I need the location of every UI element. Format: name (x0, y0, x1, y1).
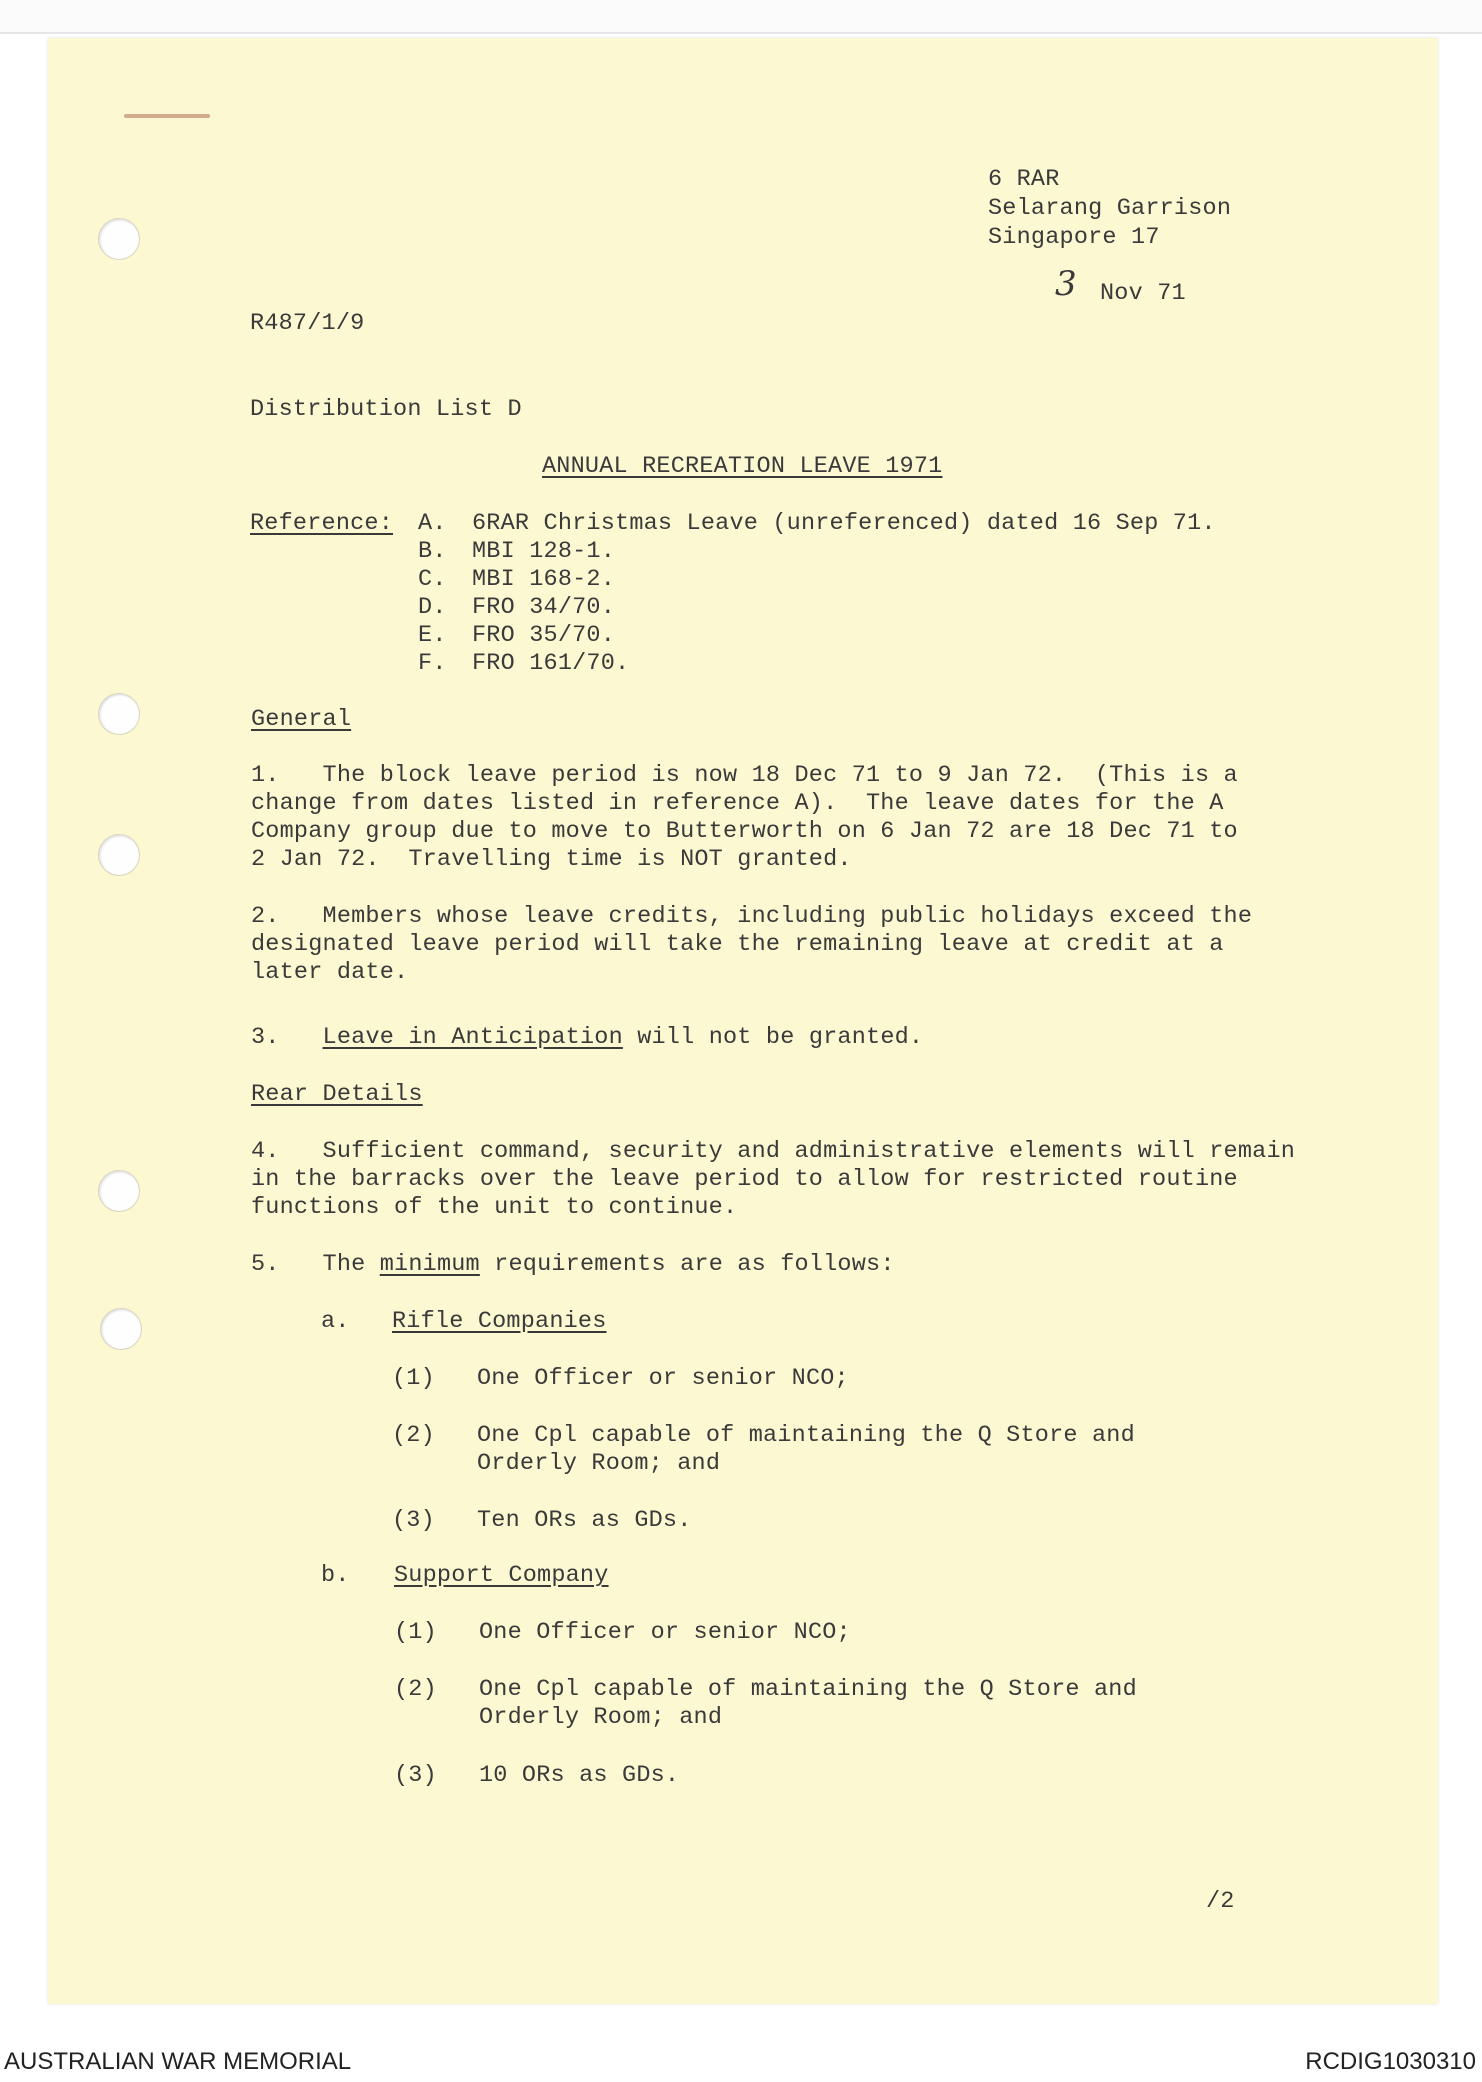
paragraph-4-line: functions of the unit to continue. (251, 1194, 738, 1221)
reference-label: Reference: (250, 510, 394, 537)
section-heading-general: General (251, 706, 352, 733)
paragraph-1-line: Company group due to move to Butterworth on 6 Jan 72 are 18 Dec 71 to (251, 818, 1238, 845)
viewer-top-band (0, 0, 1482, 34)
section-heading-rear-details: Rear Details (251, 1081, 423, 1108)
sub-b-letter: b. (321, 1562, 350, 1589)
paragraph-2-line: designated leave period will take the remaining leave at credit at a (251, 931, 1224, 958)
leave-in-anticipation: Leave in Anticipation (322, 1024, 623, 1051)
paragraph-1-line: 2 Jan 72. Travelling time is NOT granted. (251, 846, 852, 873)
item-text: Orderly Room; and (479, 1704, 723, 1731)
item-number: (1) (394, 1619, 437, 1646)
sub-a-heading: Rifle Companies (392, 1308, 607, 1335)
item-text: One Officer or senior NCO; (479, 1619, 851, 1646)
paragraph-1-line: change from dates listed in reference A). The leave dates for the A (251, 790, 1224, 817)
item-text: One Cpl capable of maintaining the Q Store and (477, 1422, 1135, 1449)
item-text: 10 ORs as GDs. (479, 1762, 680, 1789)
item-number: (2) (392, 1422, 435, 1449)
item-number: (3) (392, 1507, 435, 1534)
distribution-list: Distribution List D (250, 396, 522, 423)
paragraph-5-pre: 5. The (251, 1251, 380, 1278)
rust-mark (124, 114, 210, 118)
handwritten-date-day: 3 (1055, 264, 1077, 304)
address-unit: 6 RAR (988, 166, 1060, 193)
paragraph-5 (251, 1251, 895, 1279)
item-text: Orderly Room; and (477, 1450, 721, 1477)
footer-institution: AUSTRALIAN WAR MEMORIAL (4, 2048, 352, 2075)
file-reference: R487/1/9 (250, 310, 365, 337)
reference-text: FRO 35/70. (472, 622, 616, 649)
document-page (48, 38, 1438, 2004)
paragraph-3-rest: will not be granted. (622, 1024, 924, 1051)
reference-text: MBI 128-1. (472, 538, 616, 565)
document-title: ANNUAL RECREATION LEAVE 1971 (542, 453, 943, 480)
reference-text: FRO 161/70. (472, 650, 630, 677)
item-text: One Officer or senior NCO; (477, 1365, 849, 1392)
paragraph-3-number: 3. (251, 1024, 280, 1051)
item-text: One Cpl capable of maintaining the Q Store and (479, 1676, 1137, 1703)
footer-record-id: RCDIG1030310 (1305, 2048, 1476, 2075)
punch-hole (98, 218, 140, 260)
reference-text: FRO 34/70. (472, 594, 616, 621)
address-location: Selarang Garrison (988, 195, 1232, 222)
paragraph-1-line: 1. The block leave period is now 18 Dec 71 to 9 Jan 72. (This is a (251, 762, 1238, 789)
reference-letter: D. (418, 594, 447, 621)
paragraph-2-line: 2. Members whose leave credits, including public holidays exceed the (251, 903, 1253, 930)
page-continuation-marker: /2 (1206, 1888, 1235, 1915)
punch-hole (98, 1170, 140, 1212)
reference-letter: F. (418, 650, 447, 677)
paragraph-4-line: 4. Sufficient command, security and administrative elements will remain (251, 1138, 1296, 1165)
item-number: (2) (394, 1676, 437, 1703)
reference-letter: E. (418, 622, 447, 649)
minimum-word: minimum (379, 1251, 480, 1278)
paragraph-4-line: in the barracks over the leave period to allow for restricted routine (251, 1166, 1238, 1193)
item-number: (3) (394, 1762, 437, 1789)
paragraph-2-line: later date. (251, 959, 409, 986)
reference-text: MBI 168-2. (472, 566, 616, 593)
paragraph-3 (251, 1024, 923, 1052)
paragraph-5-rest: requirements are as follows: (479, 1251, 895, 1278)
reference-text: 6RAR Christmas Leave (unreferenced) dated 16 Sep 71. (472, 510, 1216, 537)
reference-letter: C. (418, 566, 447, 593)
punch-hole (98, 693, 140, 735)
item-number: (1) (392, 1365, 435, 1392)
sub-a-letter: a. (321, 1308, 350, 1335)
reference-letter: B. (418, 538, 447, 565)
punch-hole (100, 1308, 142, 1350)
punch-hole (98, 834, 140, 876)
sub-b-heading: Support Company (394, 1562, 609, 1589)
item-text: Ten ORs as GDs. (477, 1507, 692, 1534)
date-month-year: Nov 71 (1100, 280, 1186, 307)
reference-letter: A. (418, 510, 447, 537)
address-city: Singapore 17 (988, 224, 1160, 251)
